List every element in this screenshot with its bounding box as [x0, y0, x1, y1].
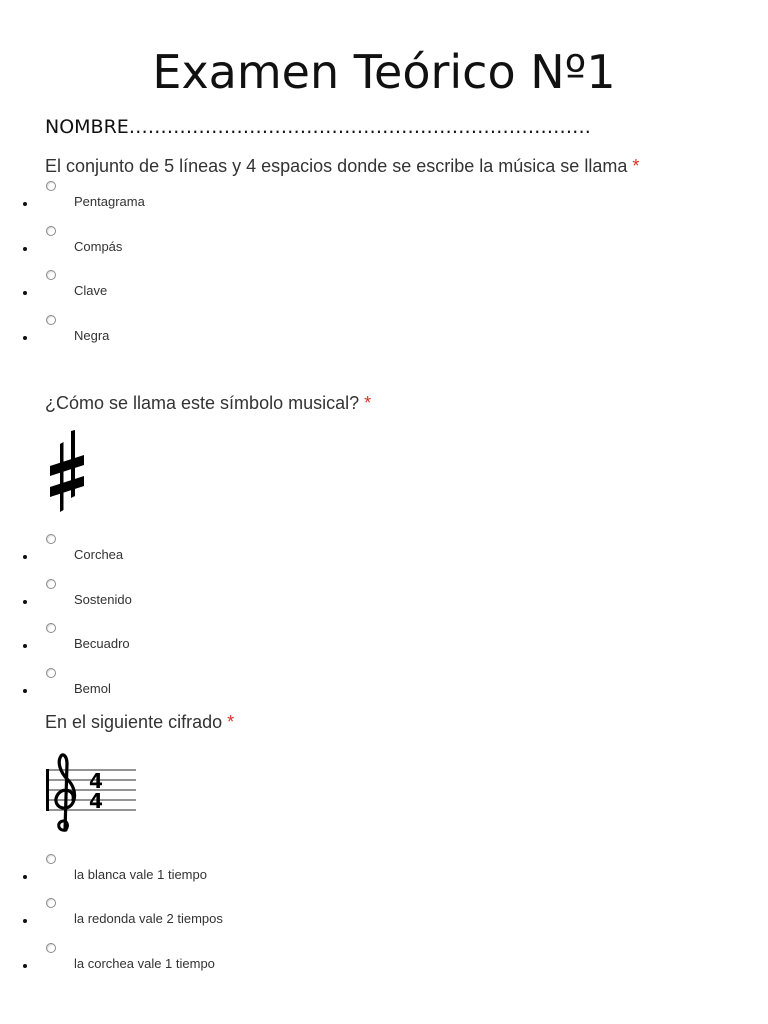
treble-clef-four-four-time-icon — [44, 750, 138, 834]
bullet — [23, 875, 27, 879]
option-label: Sostenido — [74, 592, 132, 607]
option-q1-4[interactable] — [0, 315, 768, 359]
option-q1-3[interactable] — [0, 270, 768, 314]
bullet — [23, 964, 27, 968]
option-label: Becuadro — [74, 636, 130, 651]
radio-button[interactable] — [46, 623, 56, 633]
bullet — [23, 689, 27, 693]
name-field-line: NOMBRE………………………………………………………………. — [45, 116, 591, 138]
option-label: Compás — [74, 239, 123, 254]
question-3-label: En el siguiente cifrado — [45, 712, 223, 732]
question-2-text — [45, 392, 371, 414]
radio-button[interactable] — [46, 181, 56, 191]
page-title: Examen Teórico Nº1 — [152, 45, 616, 99]
option-label: Corchea — [74, 547, 124, 562]
option-label: Clave — [74, 283, 108, 298]
option-label: la blanca vale 1 tiempo — [74, 867, 207, 882]
question-1-text — [45, 155, 639, 177]
required-mark: * — [364, 393, 372, 413]
option-q2-2[interactable] — [0, 579, 768, 623]
bullet — [23, 919, 27, 923]
option-label: la corchea vale 1 tiempo — [74, 956, 215, 971]
bullet — [23, 555, 27, 559]
question-3-text — [45, 711, 234, 733]
option-q3-1[interactable] — [0, 854, 768, 898]
question-1-label: El conjunto de 5 líneas y 4 espacios donde se escribe la música se llama — [45, 156, 628, 176]
radio-button[interactable] — [46, 534, 56, 544]
option-label: Negra — [74, 328, 110, 343]
bullet — [23, 291, 27, 295]
option-q3-2[interactable] — [0, 898, 768, 942]
option-q2-4[interactable] — [0, 668, 768, 712]
bullet — [23, 336, 27, 340]
bullet — [23, 202, 27, 206]
radio-button[interactable] — [46, 270, 56, 280]
required-mark: * — [632, 156, 640, 176]
option-q2-1[interactable] — [0, 534, 768, 578]
required-mark: * — [227, 712, 235, 732]
radio-button[interactable] — [46, 943, 56, 953]
radio-button[interactable] — [46, 898, 56, 908]
question-2-label: ¿Cómo se llama este símbolo musical? — [45, 393, 360, 413]
option-q3-3[interactable] — [0, 943, 768, 987]
option-label: Bemol — [74, 681, 111, 696]
radio-button[interactable] — [46, 579, 56, 589]
bullet — [23, 600, 27, 604]
bullet — [23, 644, 27, 648]
bullet — [23, 247, 27, 251]
sharp-symbol-icon — [46, 430, 86, 512]
radio-button[interactable] — [46, 315, 56, 325]
option-q1-2[interactable] — [0, 226, 768, 270]
time-signature-top: 4 — [89, 769, 103, 793]
radio-button[interactable] — [46, 226, 56, 236]
option-label: Pentagrama — [74, 194, 145, 209]
radio-button[interactable] — [46, 668, 56, 678]
option-q2-3[interactable] — [0, 623, 768, 667]
option-label: la redonda vale 2 tiempos — [74, 911, 223, 926]
option-q1-1[interactable] — [0, 181, 768, 225]
radio-button[interactable] — [46, 854, 56, 864]
time-signature-bottom: 4 — [89, 789, 103, 813]
